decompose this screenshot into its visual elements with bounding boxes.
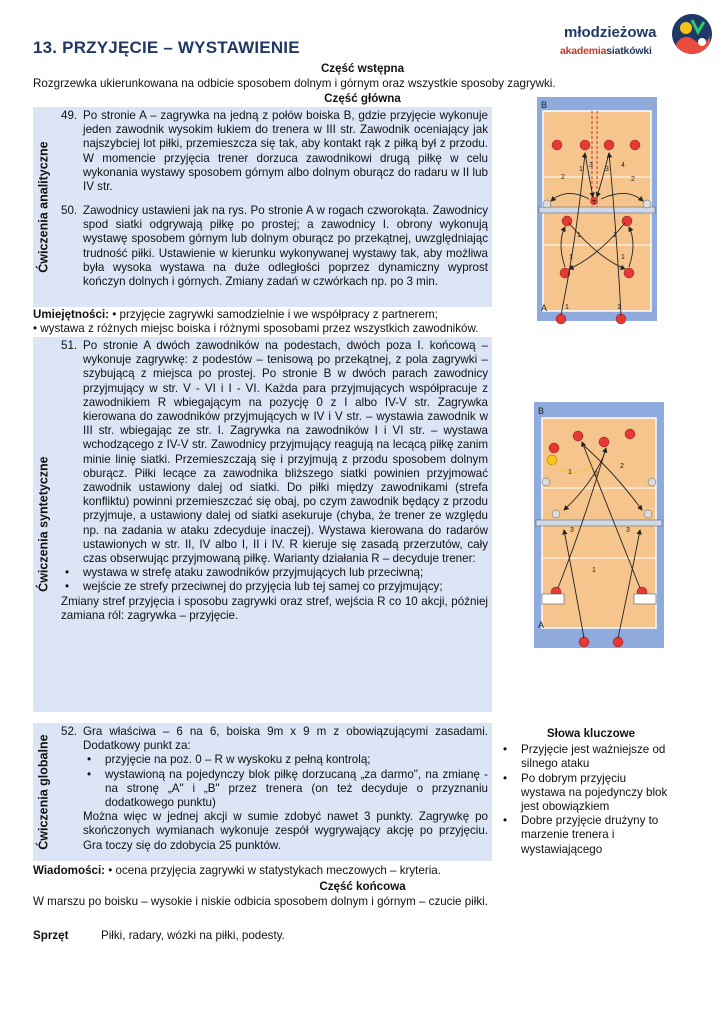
main-heading: Część główna bbox=[324, 92, 401, 105]
logo-word-1: młodzieżowa bbox=[564, 24, 657, 41]
player-marker bbox=[552, 140, 562, 150]
equipment-text: Piłki, radary, wózki na piłki, podesty. bbox=[101, 929, 285, 942]
path-label: 3 bbox=[626, 527, 630, 534]
global-section bbox=[33, 723, 492, 861]
path-label: 3 bbox=[605, 166, 609, 173]
path-label: 3 bbox=[589, 162, 593, 169]
bonus-item: • przyjęcie na poz. 0 – R w wyskoku z pełną kontrolą; bbox=[83, 753, 488, 767]
radar-icon bbox=[648, 478, 656, 486]
bonus-item: • wystawioną na pojedynczy blok piłkę dorzucaną „za darmo", na zmianę - na stronę „A" i „B" przez trenera (on też decyduje o przyznaniu dodatkowego punktu) bbox=[83, 768, 488, 811]
player-marker bbox=[599, 437, 609, 447]
player-marker bbox=[616, 314, 626, 324]
side-a-label: A bbox=[541, 303, 548, 313]
variant-item: • wejście ze strefy przeciwnej do przyjęcia lub tej samej co przyjmujący; bbox=[61, 580, 488, 594]
player-marker bbox=[579, 637, 589, 647]
final-heading: Część końcowa bbox=[319, 880, 406, 893]
variant-item: • wystawa w strefę ataku zawodników przyjmujących lub przeciwną; bbox=[61, 566, 488, 580]
player-marker bbox=[613, 637, 623, 647]
radar-icon bbox=[644, 510, 652, 518]
side-b-label: B bbox=[538, 406, 545, 416]
global-label: Ćwiczenia globalne bbox=[36, 734, 51, 850]
exercise-after-text: Zmiany stref przyjęcia i sposobu zagrywki oraz stref, wejścia R co 10 akcji, później zamiana ról: zagrywka – przyjęcie. bbox=[61, 594, 488, 622]
keyword-item: • Przyjęcie jest ważniejsze od silnego ataku bbox=[500, 743, 670, 771]
radar-icon bbox=[543, 200, 551, 208]
exercise-number: 50. bbox=[61, 204, 78, 217]
path-label: 1 bbox=[617, 304, 621, 311]
radar-icon bbox=[643, 200, 651, 208]
skills-line-2: • wystawa z różnych miejsc boiska i różnymi sposobami przez wszystkich zawodników. bbox=[33, 322, 479, 335]
path-label: 1 bbox=[621, 254, 625, 261]
path-label: 2 bbox=[561, 174, 565, 181]
keywords-box bbox=[500, 727, 670, 857]
path-label: 2 bbox=[620, 463, 624, 470]
player-marker bbox=[556, 314, 566, 324]
keyword-item: • Po dobrym przyjęciu wystawa na pojedynczy blok jest obowiązkiem bbox=[500, 772, 670, 815]
path-label: 1 bbox=[613, 232, 617, 239]
exercise-number: 49. bbox=[61, 109, 78, 122]
court-diagram-1 bbox=[537, 97, 657, 329]
player-marker bbox=[573, 431, 583, 441]
exercise-number: 51. bbox=[61, 339, 78, 352]
exercise-text: Po stronie A dwóch zawodników na podestach, dwóch poza I. końcową – wykonuje zagrywkę: z podestów – tenisową po przekątnej, z pola zagrywki – szybującą z miejsca po prostej. Po stronie B w dwóch parach zawodnicy przyjmujący w str. V - VI i I - VI. Każda para przyjmujących współpracuje z zawodnikiem R wbiegającym na pozycję 0 z I albo IV-V str. Zagrywka kierowana do zawodników przyjmujących w IV i V str. – wystawia zawodnik w III str. wbiegając ze str. I. Zagrywka na zawodników I i VI str. – wystawa wchodzącego z IV-V str. Zawodnicy przyjmujący reagują na lecącą piłkę zanim minie linię siatki. Przemieszczają się i przyjmują z przodu sposobem dolnym oburącz. Piłki lecące za zawodnika bliższego siatki powinien przyjmować zawodnik ustawiony dalej od siatki. Do piłki między zawodnikami (strefa konfliktu) powinni przemieszczać się obaj, po czym zawodnik będący z przodu przyjmuje, a ustawiony dalej od siatki asekuruje (chyba, że trener ze względu np. na zadania w ataku zdecyduje inaczej). Wystawa kierowana do radarów ustawionych w str. II, IV albo I, II i IV. R kieruje się zasadą przerzutów, cały czas obserwując przyjmowaną piłkę. Warianty działania R – decyduje trener: bbox=[83, 339, 488, 566]
path-label: 2 bbox=[594, 471, 598, 478]
side-b-label: B bbox=[541, 100, 548, 110]
coach-label: T bbox=[592, 200, 597, 207]
podium-icon bbox=[634, 594, 656, 604]
path-label: 1 bbox=[579, 166, 583, 173]
intro-heading: Część wstępna bbox=[320, 62, 405, 75]
skills-line-1: Umiejętności: • przyjęcie zagrywki samodzielnie i we współpracy z partnerem; bbox=[33, 308, 438, 321]
exercise-text: Po stronie A – zagrywka na jedną z połów boiska B, gdzie przyjęcie wykonuje jeden zawodnik wysokim łukiem do trenera w III str. Zawodnik oceniający jak najszybciej lot piłki, przemieszcza się tak, aby kontakt rąk z piłką był z przodu. W momencie przyjęcia trener dorzuca zawodnikowi drugą piłkę w celu wykonania wystawy sposobem górnym albo dolnym oburącz do radaru w II lub IV str. bbox=[83, 109, 488, 194]
player-marker bbox=[549, 443, 559, 453]
podium-icon bbox=[542, 594, 564, 604]
page-title: 13. PRZYJĘCIE – WYSTAWIENIE bbox=[33, 38, 300, 57]
exercise-50 bbox=[61, 204, 488, 289]
radar-icon bbox=[542, 478, 550, 486]
player-marker bbox=[625, 429, 635, 439]
keywords-heading: Słowa kluczowe bbox=[546, 727, 636, 740]
path-label: 4 bbox=[621, 162, 625, 169]
logo-word-2: akademiasiatkówki bbox=[560, 45, 652, 57]
player-marker bbox=[630, 140, 640, 150]
exercise-49 bbox=[61, 109, 488, 194]
logo-emblem-icon bbox=[672, 14, 712, 54]
court-diagram-2 bbox=[534, 402, 664, 648]
exercise-51 bbox=[61, 339, 488, 623]
player-marker bbox=[604, 140, 614, 150]
exercise-text: Gra właściwa – 6 na 6, boiska 9m x 9 m z obowiązującymi zasadami. Dodatkowy punkt za: bbox=[83, 725, 488, 753]
path-label: 1 bbox=[592, 567, 596, 574]
equipment-label: Sprzęt bbox=[33, 929, 69, 942]
player-marker bbox=[580, 140, 590, 150]
path-label: 1 bbox=[565, 304, 569, 311]
path-label: 2 bbox=[631, 176, 635, 183]
exercise-after-text: Można więc w jednej akcji w sumie zdobyć nawet 3 punkty. Zagrywkę po skończonych wymianach wykonuje zespół wygrywający akcję po przyjęciu. Gra toczy się do zdobycia 25 punktów. bbox=[83, 810, 488, 852]
path-label: 1 bbox=[577, 232, 581, 239]
exercise-text: Zawodnicy ustawieni jak na rys. Po stronie A w rogach czworokąta. Zawodnicy spod siatki odgrywają piłkę po prostej; a zawodnicy I. obrony wykonują wystawę sposobem górnym lub dolnym oburącz po przekątnej, uwzględniając trudność piłki. Ustawienie w kierunku wykonywanej wystawy tak, aby możliwa była wysoka wystawa na duże odległości poprzez dynamiczny wyprost kończyn dolnych i górnych. Zmiany zadań w czwórkach np. po 3 min. bbox=[83, 204, 488, 289]
synthetic-label: Ćwiczenia syntetyczne bbox=[36, 456, 51, 593]
exercise-52 bbox=[61, 725, 488, 853]
intro-text: Rozgrzewka ukierunkowana na odbicie sposobem dolnym i górnym oraz wszystkie sposoby zagrywki. bbox=[33, 77, 556, 90]
synthetic-section bbox=[33, 337, 492, 712]
analytic-label: Ćwiczenia analityczne bbox=[36, 141, 51, 273]
analytic-section bbox=[33, 107, 492, 307]
knowledge-line: Wiadomości: • ocena przyjęcia zagrywki w statystykach meczowych – kryteria. bbox=[33, 864, 441, 877]
final-text: W marszu po boisku – wysokie i niskie odbicia sposobem dolnym i górnym – czucie piłki. bbox=[33, 895, 488, 908]
path-label: 1 bbox=[568, 469, 572, 476]
setter-marker bbox=[547, 455, 557, 465]
exercise-number: 52. bbox=[61, 725, 78, 738]
radar-icon bbox=[552, 510, 560, 518]
player-marker bbox=[624, 268, 634, 278]
path-label: 3 bbox=[570, 527, 574, 534]
keyword-item: • Dobre przyjęcie drużyny to marzenie trenera i wystawiającego bbox=[500, 814, 670, 857]
side-a-label: A bbox=[538, 620, 545, 630]
path-label: 1 bbox=[569, 254, 573, 261]
